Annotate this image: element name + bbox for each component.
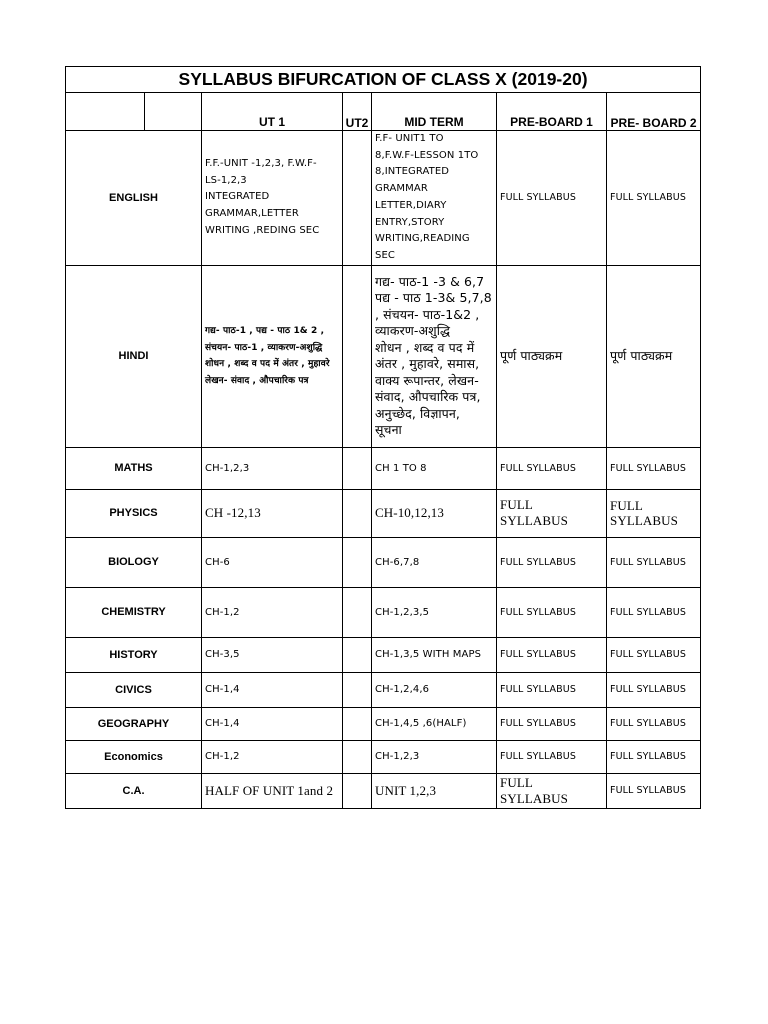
table-row — [66, 740, 701, 773]
header-cell — [145, 93, 202, 131]
header-pre-board-1: PRE-BOARD 1 — [497, 93, 607, 131]
pre-board-2-cell: FULL SYLLABUS — [607, 587, 701, 637]
header-pre-board-2: PRE- BOARD 2 — [607, 93, 701, 131]
subject-cell: CHEMISTRY — [66, 587, 202, 637]
pre-board-1-cell: पूर्ण पाठ्यक्रम — [497, 265, 607, 447]
mid-term-cell: CH-1,3,5 WITH MAPS — [372, 637, 497, 672]
subject-cell: CIVICS — [66, 672, 202, 707]
subject-cell: PHYSICS — [66, 489, 202, 537]
mid-term-cell — [372, 265, 497, 447]
ut1-text: गद्य- पाठ-1 , पद्य - पाठ 1& 2 , संचयन- पाठ-1 , व्याकरण-अशुद्धि शोधन , शब्द व पद में अंतर , मुहावरे लेखन- संवाद , औपचारिक पत्र — [205, 326, 330, 386]
subject-cell: Economics — [66, 740, 202, 773]
table-row — [66, 265, 701, 447]
table-row — [66, 131, 701, 266]
mid-term-cell: CH-10,12,13 — [372, 489, 497, 537]
ut2-cell — [343, 131, 372, 266]
ut1-cell: HALF OF UNIT 1and 2 — [202, 773, 343, 808]
pre-board-1-cell: FULL SYLLABUS — [497, 707, 607, 740]
mid-term-text: F.F- UNIT1 TO 8,F.W.F-LESSON 1TO 8,INTEGRATED GRAMMAR LETTER,DIARY ENTRY,STORY WRITING,READING SEC — [375, 133, 479, 261]
pre-board-1-cell: FULL SYLLABUS — [497, 773, 607, 808]
pre-board-1-cell: FULL SYLLABUS — [497, 131, 607, 266]
subject-cell: C.A. — [66, 773, 202, 808]
mid-term-cell: CH-6,7,8 — [372, 537, 497, 587]
pre-board-1-cell: FULL SYLLABUS — [497, 537, 607, 587]
ut2-cell — [343, 489, 372, 537]
pre-board-2-cell: FULL SYLLABUS — [607, 672, 701, 707]
mid-term-text: गद्य- पाठ-1 -3 & 6,7 पद्य - पाठ 1-3& 5,7,8 , संचयन- पाठ-1&2 , व्याकरण-अशुद्धि शोधन , शब्द व पद में अंतर , मुहावरे, समास, वाक्य रूपान्तर, लेखन- संवाद, औपचारिक पत्र, अनुच्छेद, विज्ञापन, सूचना — [375, 273, 492, 438]
pre-board-2-cell: FULL SYLLABUS — [607, 707, 701, 740]
pre-board-1-cell: FULL SYLLABUS — [497, 672, 607, 707]
pre-board-2-cell: FULL SYLLABUS — [607, 447, 701, 489]
table-row — [66, 447, 701, 489]
ut2-cell — [343, 740, 372, 773]
subject-cell: MATHS — [66, 447, 202, 489]
pre-board-2-cell: FULL SYLLABUS — [607, 131, 701, 266]
mid-term-cell: UNIT 1,2,3 — [372, 773, 497, 808]
subject-cell: BIOLOGY — [66, 537, 202, 587]
header-ut2: UT2 — [343, 93, 372, 131]
ut2-cell — [343, 447, 372, 489]
ut1-text: F.F.-UNIT -1,2,3, F.W.F- LS-1,2,3 INTEGRATED GRAMMAR,LETTER WRITING ,REDING SEC — [205, 158, 320, 236]
header-ut1: UT 1 — [202, 93, 343, 131]
table-row — [66, 707, 701, 740]
table-row — [66, 489, 701, 537]
ut1-cell: CH-1,2 — [202, 587, 343, 637]
ut2-cell — [343, 537, 372, 587]
ut1-cell: CH -12,13 — [202, 489, 343, 537]
mid-term-cell: CH-1,2,3,5 — [372, 587, 497, 637]
pre-board-2-cell: पूर्ण पाठ्यक्रम — [607, 265, 701, 447]
ut2-cell — [343, 637, 372, 672]
pre-board-2-cell: FULL SYLLABUS — [607, 740, 701, 773]
table-row — [66, 537, 701, 587]
pre-board-1-cell: FULL SYLLABUS — [497, 447, 607, 489]
table-row — [66, 637, 701, 672]
syllabus-table — [65, 66, 701, 809]
subject-cell: HINDI — [66, 265, 202, 447]
ut2-cell — [343, 672, 372, 707]
pre-board-1-cell: FULL SYLLABUS — [497, 637, 607, 672]
pre-board-2-cell: FULL SYLLABUS — [607, 773, 701, 808]
subject-cell: HISTORY — [66, 637, 202, 672]
header-cell — [66, 93, 145, 131]
pre-board-1-cell: FULL SYLLABUS — [497, 587, 607, 637]
ut1-cell: CH-1,2,3 — [202, 447, 343, 489]
mid-term-cell: CH-1,2,4,6 — [372, 672, 497, 707]
ut2-cell — [343, 265, 372, 447]
ut2-cell — [343, 587, 372, 637]
header-row — [66, 93, 701, 131]
mid-term-cell: CH-1,4,5 ,6(HALF) — [372, 707, 497, 740]
ut1-cell — [202, 131, 343, 266]
ut1-cell: CH-1,2 — [202, 740, 343, 773]
ut1-cell: CH-1,4 — [202, 672, 343, 707]
pre-board-1-cell: FULL SYLLABUS — [497, 740, 607, 773]
table-row — [66, 672, 701, 707]
table-row — [66, 773, 701, 808]
pre-board-2-cell: FULL SYLLABUS — [607, 637, 701, 672]
mid-term-cell: CH-1,2,3 — [372, 740, 497, 773]
ut1-cell — [202, 265, 343, 447]
ut2-cell — [343, 707, 372, 740]
pre-board-2-cell — [607, 489, 701, 537]
pre-board-1-cell: FULL SYLLABUS — [497, 489, 607, 537]
ut1-cell: CH-3,5 — [202, 637, 343, 672]
ut2-cell — [343, 773, 372, 808]
header-mid-term: MID TERM — [372, 93, 497, 131]
subject-cell: ENGLISH — [66, 131, 202, 266]
mid-term-cell: CH 1 TO 8 — [372, 447, 497, 489]
table-row — [66, 587, 701, 637]
mid-term-cell — [372, 131, 497, 266]
subject-cell: GEOGRAPHY — [66, 707, 202, 740]
pre-board-2-cell: FULL SYLLABUS — [607, 537, 701, 587]
page-title: SYLLABUS BIFURCATION OF CLASS X (2019-20) — [66, 67, 701, 93]
pre-board-2-text: FULL SYLLABUS — [610, 498, 678, 529]
ut1-cell: CH-6 — [202, 537, 343, 587]
ut1-cell: CH-1,4 — [202, 707, 343, 740]
